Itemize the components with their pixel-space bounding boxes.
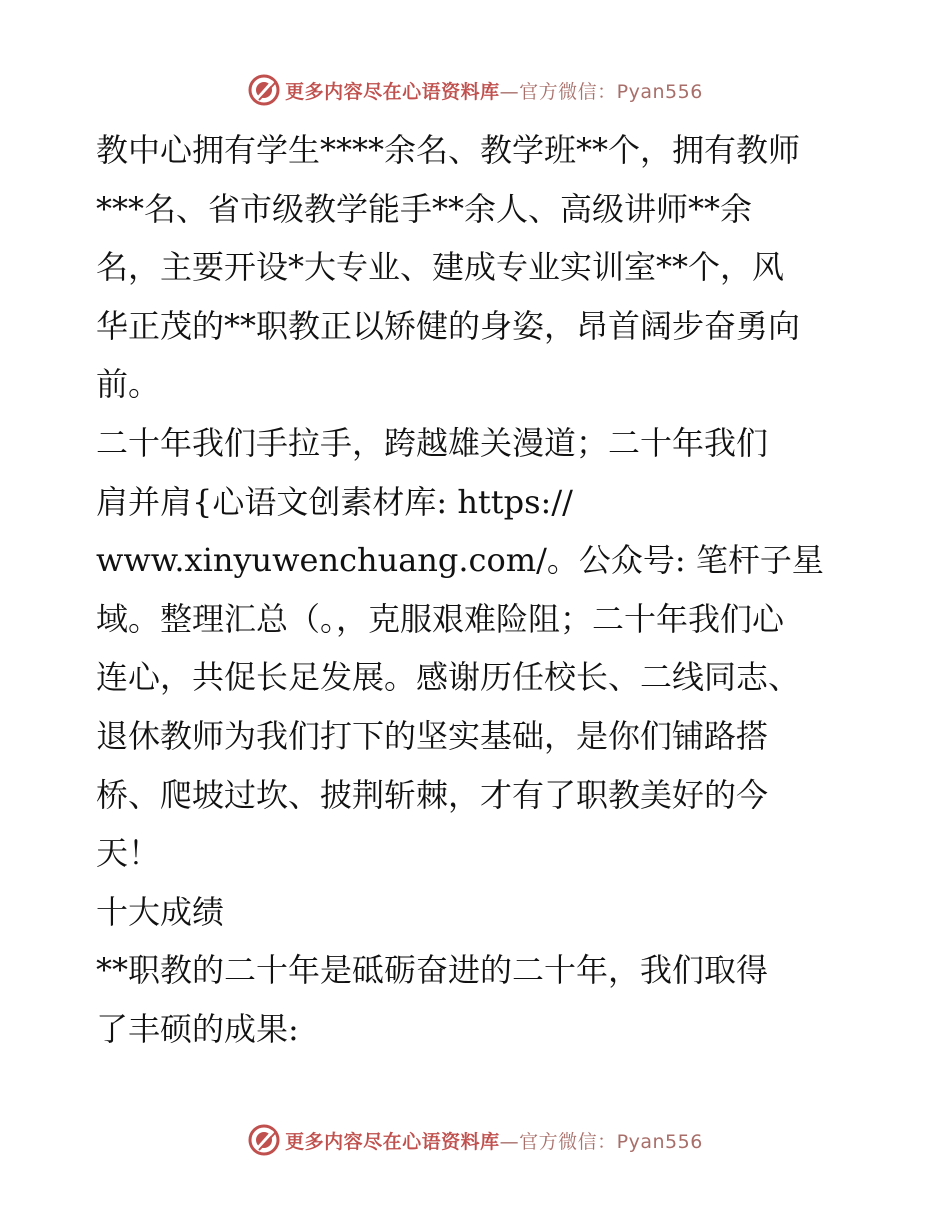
- banner-wechat: 官方微信：Pyan556: [519, 1130, 703, 1153]
- paragraph: [96, 121, 856, 414]
- banner-title: 更多内容尽在心语资料库: [285, 1130, 500, 1153]
- banner-separator: —: [499, 1130, 520, 1153]
- text-line: 肩并肩{心语文创素材库: https://: [96, 482, 573, 521]
- seal-logo-icon: [247, 73, 281, 107]
- document-body: [96, 121, 856, 1059]
- text-line: 天！: [96, 834, 161, 873]
- banner-title: 更多内容尽在心语资料库: [285, 80, 500, 103]
- text-line: www.xinyuwenchuang.com/。公众号: 笔杆子星: [96, 541, 824, 580]
- banner-wechat: 官方微信：Pyan556: [519, 80, 703, 103]
- text-line: **职教的二十年是砥砺奋进的二十年，我们取得: [96, 951, 769, 990]
- text-line: 了丰硕的成果:: [96, 1009, 299, 1048]
- footer-banner-text: [285, 1127, 703, 1154]
- section-heading: 十大成绩: [96, 892, 225, 931]
- text-line: 名，主要开设*大专业、建成专业实训室**个，风: [96, 248, 785, 287]
- banner-separator: —: [499, 80, 520, 103]
- paragraph-heading: [96, 883, 856, 942]
- text-line: 域。整理汇总（。，克服艰难险阻；二十年我们心: [96, 599, 785, 638]
- text-line: ***名、省市级教学能手**余人、高级讲师**余: [96, 189, 753, 228]
- text-line: 退休教师为我们打下的坚实基础，是你们铺路搭: [96, 716, 769, 755]
- text-line: 桥、爬坡过坎、披荆斩棘，才有了职教美好的今: [96, 775, 769, 814]
- text-line: 连心，共促长足发展。感谢历任校长、二线同志、: [96, 658, 801, 697]
- header-banner-text: [285, 77, 703, 104]
- paragraph: [96, 941, 856, 1058]
- seal-logo-icon: [247, 1123, 281, 1157]
- header-banner: [0, 70, 950, 110]
- paragraph: [96, 414, 856, 883]
- text-line: 教中心拥有学生****余名、教学班**个，拥有教师: [96, 131, 801, 169]
- text-line: 二十年我们手拉手，跨越雄关漫道；二十年我们: [96, 423, 769, 462]
- footer-banner: [0, 1120, 950, 1160]
- text-line: 前。: [96, 365, 161, 404]
- text-line: 华正茂的**职教正以矫健的身姿，昂首阔步奋勇向: [96, 306, 801, 345]
